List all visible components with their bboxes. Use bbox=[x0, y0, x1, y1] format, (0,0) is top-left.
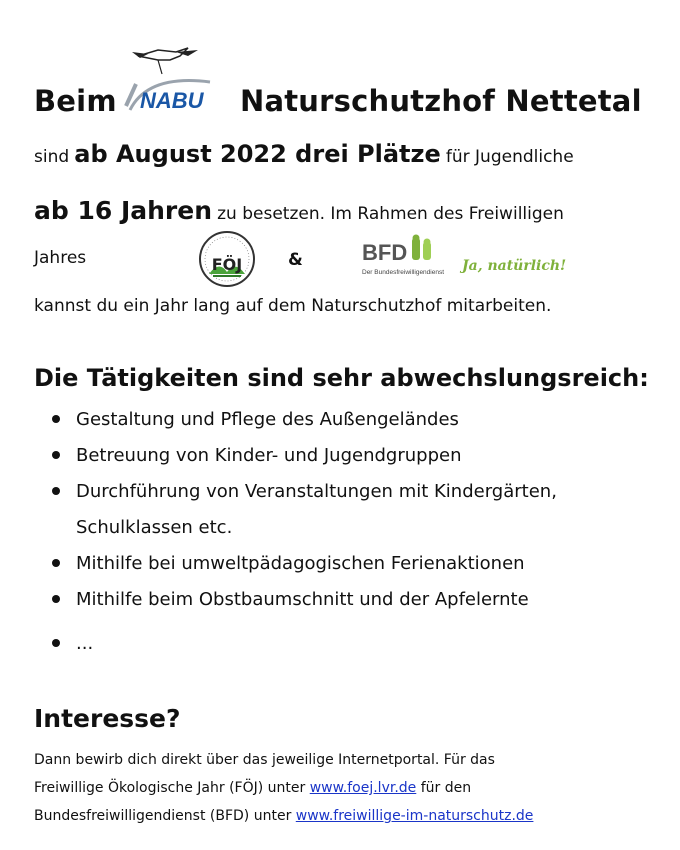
bfd-sub-text: Der Bundesfreiwilligendienst bbox=[362, 269, 445, 276]
bullet-icon bbox=[52, 451, 60, 459]
list-item: Mithilfe beim Obstbaumschnitt und der Apfelernte bbox=[52, 582, 557, 618]
list-item: Gestaltung und Pflege des Außengeländes bbox=[52, 402, 557, 438]
foej-logo-text: FÖJ bbox=[211, 255, 243, 274]
nabu-logo-text: NABU bbox=[140, 88, 204, 113]
interest-line-1: Dann bewirb dich direkt über das jeweilige Internetportal. Für das bbox=[34, 752, 495, 768]
headline-suffix: Naturschutzhof Nettetal bbox=[240, 84, 642, 118]
foej-link[interactable]: www.foej.lvr.de bbox=[309, 780, 417, 796]
bfd-logo-text: BFD bbox=[362, 240, 408, 265]
bullet-icon bbox=[52, 559, 60, 567]
line3-post: zu besetzen. Im Rahmen des Freiwilligen bbox=[217, 204, 564, 224]
bfd-logo bbox=[362, 234, 454, 280]
interest-line-3: Bundesfreiwilligendienst (BFD) unter www.freiwillige-im-naturschutz.de bbox=[34, 808, 534, 824]
interest-line-2: Freiwillige Ökologische Jahr (FÖJ) unter www.foej.lvr.de für den bbox=[34, 780, 472, 796]
interest-title: Interesse? bbox=[34, 704, 181, 733]
list-item: Durchführung von Veranstaltungen mit Kindergärten, bbox=[52, 474, 557, 510]
headline-prefix: Beim bbox=[34, 84, 117, 118]
interest-text bbox=[34, 746, 533, 830]
bullet-icon bbox=[52, 487, 60, 495]
line-3 bbox=[34, 196, 564, 225]
list-item: Mithilfe bei umweltpädagogischen Ferienaktionen bbox=[52, 546, 557, 582]
bullet-icon bbox=[52, 595, 60, 603]
bullet-icon bbox=[52, 639, 60, 647]
tasks-list bbox=[52, 402, 557, 662]
ampersand: & bbox=[288, 250, 303, 270]
foej-logo bbox=[195, 230, 259, 288]
list-item-continuation: Schulklassen etc. bbox=[76, 517, 233, 538]
line2-bold: ab August 2022 drei Plätze bbox=[74, 140, 441, 168]
line3-bold: ab 16 Jahren bbox=[34, 196, 213, 225]
line2-pre: sind bbox=[34, 147, 70, 167]
line4-word: Jahres bbox=[34, 248, 87, 268]
line2-post: für Jugendliche bbox=[445, 147, 574, 167]
bfd-link[interactable]: www.freiwillige-im-naturschutz.de bbox=[295, 808, 534, 824]
list-item: ... bbox=[52, 626, 557, 662]
bfd-tagline: Ja, natürlich! bbox=[462, 258, 567, 274]
bullet-icon bbox=[52, 415, 60, 423]
list-item: Betreuung von Kinder- und Jugendgruppen bbox=[52, 438, 557, 474]
tasks-title: Die Tätigkeiten sind sehr abwechslungsreich: bbox=[34, 364, 649, 392]
line-5: kannst du ein Jahr lang auf dem Naturschutzhof mitarbeiten. bbox=[34, 296, 552, 316]
line-2 bbox=[34, 140, 574, 168]
